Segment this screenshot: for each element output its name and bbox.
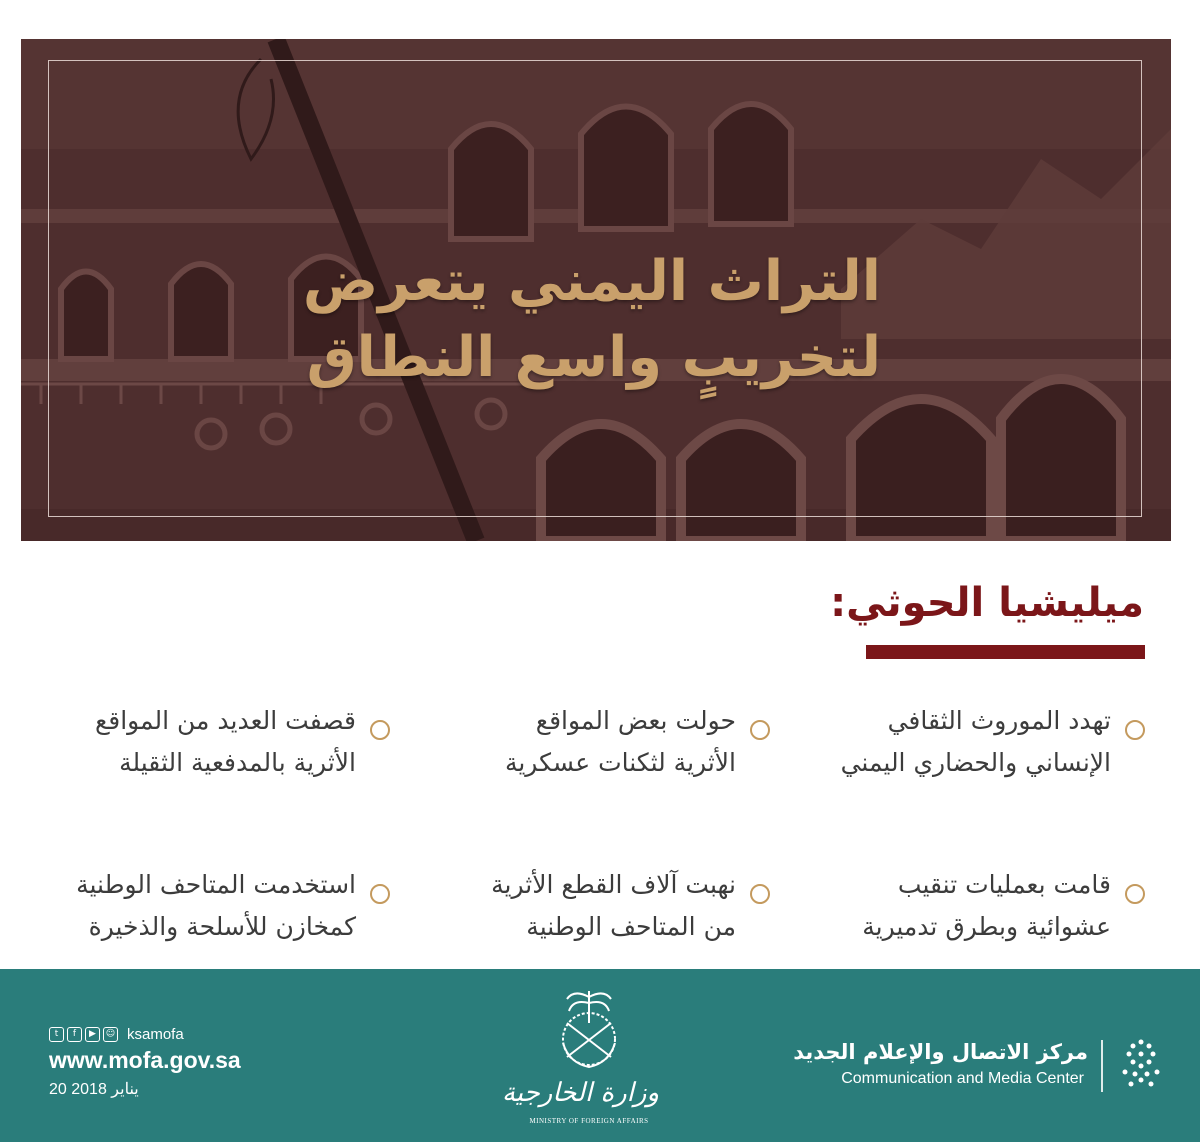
post-date: 20 يناير 2018 [49, 1081, 139, 1098]
media-center-name-english: Communication and Media Center [841, 1070, 1084, 1087]
twitter-icon[interactable]: t [49, 1027, 64, 1042]
ministry-name-arabic: وزارة الخارجية [501, 1078, 659, 1108]
social-links [49, 1024, 184, 1044]
fact-line: عشوائية وبطرق تدميرية [862, 912, 1111, 941]
fact-line: الأثرية لثكنات عسكرية [504, 748, 736, 777]
youtube-icon[interactable]: ▶ [85, 1027, 100, 1042]
hero-title-line2: لتخريبٍ واسع النطاق [306, 325, 881, 390]
fact-line: قصفت العديد من المواقع [94, 706, 356, 735]
fact-item [420, 864, 770, 954]
media-center-logo-icon [1113, 1036, 1169, 1092]
ministry-name-english: MINISTRY OF FOREIGN AFFAIRS [529, 1117, 649, 1125]
circle-bullet-icon [750, 884, 770, 904]
fact-item [40, 864, 390, 954]
website-link[interactable]: www.mofa.gov.sa [49, 1047, 241, 1073]
hero-title-line1: التراث اليمني يتعرض [302, 249, 881, 314]
fact-item [795, 700, 1145, 790]
fact-line: قامت بعمليات تنقيب [897, 870, 1111, 899]
fact-line: الأثرية بالمدفعية الثقيلة [119, 748, 356, 777]
circle-bullet-icon [1125, 720, 1145, 740]
fact-item [40, 700, 390, 790]
circle-bullet-icon [1125, 884, 1145, 904]
fact-line: كمخازن للأسلحة والذخيرة [88, 912, 356, 941]
fact-line: الإنساني والحضاري اليمني [840, 748, 1111, 777]
social-handle[interactable]: ksamofa [127, 1025, 184, 1043]
fact-line: حولت بعض المواقع [535, 706, 736, 735]
media-center-name-arabic: مركز الاتصال والإعلام الجديد [793, 1040, 1088, 1064]
hero-banner [21, 39, 1171, 541]
circle-bullet-icon [750, 720, 770, 740]
section-underline [866, 645, 1145, 659]
hero-title [221, 244, 881, 396]
circle-bullet-icon [370, 884, 390, 904]
facebook-icon[interactable]: f [67, 1027, 82, 1042]
fact-item [420, 700, 770, 790]
fact-line: تهدد الموروث الثقافي [887, 706, 1111, 735]
fact-line: استخدمت المتاحف الوطنية [76, 870, 356, 899]
fact-line: من المتاحف الوطنية [526, 912, 736, 941]
footer-divider [1101, 1040, 1103, 1092]
fact-item [795, 864, 1145, 954]
fact-line: نهبت آلاف القطع الأثرية [491, 870, 736, 899]
circle-bullet-icon [370, 720, 390, 740]
section-title: ميليشيا الحوثي: [830, 580, 1144, 626]
saudi-emblem-icon [529, 983, 649, 1075]
snapchat-icon[interactable]: ☺ [103, 1027, 118, 1042]
